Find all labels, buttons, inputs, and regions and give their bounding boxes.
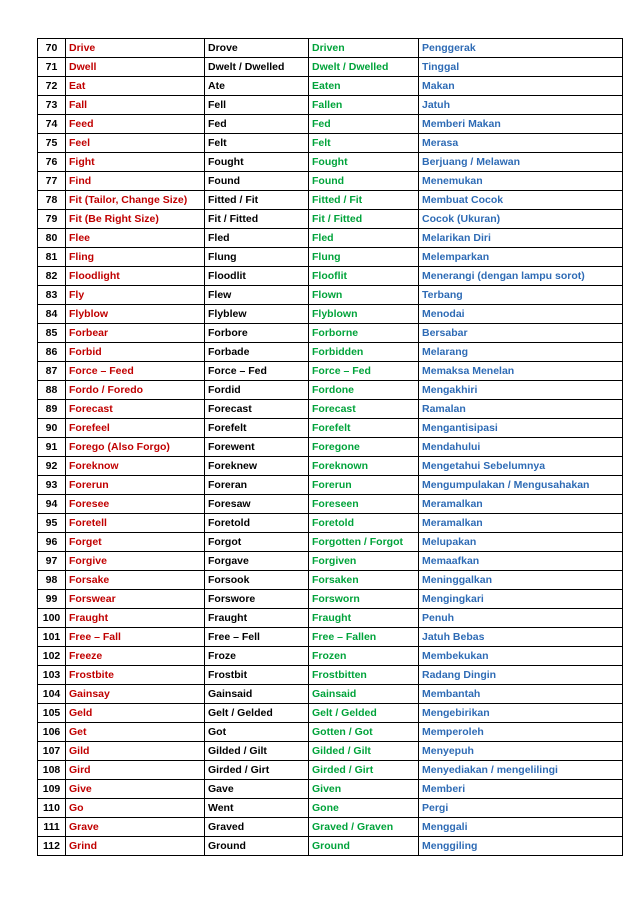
- base-form-cell: Fit (Tailor, Change Size): [66, 191, 205, 210]
- table-row: [38, 305, 623, 324]
- table-row: [38, 286, 623, 305]
- table-row: [38, 267, 623, 286]
- row-number: 93: [38, 476, 66, 495]
- meaning-cell: Mengebirikan: [419, 704, 623, 723]
- past-participle-cell: Flyblown: [309, 305, 419, 324]
- table-row: [38, 115, 623, 134]
- row-number: 109: [38, 780, 66, 799]
- past-participle-cell: Found: [309, 172, 419, 191]
- base-form-cell: Gainsay: [66, 685, 205, 704]
- meaning-cell: Meninggalkan: [419, 571, 623, 590]
- base-form-cell: Gird: [66, 761, 205, 780]
- meaning-cell: Pergi: [419, 799, 623, 818]
- row-number: 77: [38, 172, 66, 191]
- meaning-cell: Menggali: [419, 818, 623, 837]
- base-form-cell: Forgive: [66, 552, 205, 571]
- base-form-cell: Flee: [66, 229, 205, 248]
- base-form-cell: Force – Feed: [66, 362, 205, 381]
- meaning-cell: Merasa: [419, 134, 623, 153]
- table-row: [38, 571, 623, 590]
- past-form-cell: Dwelt / Dwelled: [205, 58, 309, 77]
- past-participle-cell: Gelt / Gelded: [309, 704, 419, 723]
- table-row: [38, 419, 623, 438]
- table-row: [38, 172, 623, 191]
- past-participle-cell: Dwelt / Dwelled: [309, 58, 419, 77]
- row-number: 107: [38, 742, 66, 761]
- table-row: [38, 381, 623, 400]
- meaning-cell: Melupakan: [419, 533, 623, 552]
- past-form-cell: Foresaw: [205, 495, 309, 514]
- row-number: 104: [38, 685, 66, 704]
- table-row: [38, 438, 623, 457]
- past-form-cell: Foretold: [205, 514, 309, 533]
- base-form-cell: Fit (Be Right Size): [66, 210, 205, 229]
- past-form-cell: Force – Fed: [205, 362, 309, 381]
- row-number: 71: [38, 58, 66, 77]
- base-form-cell: Foreknow: [66, 457, 205, 476]
- row-number: 75: [38, 134, 66, 153]
- table-row: [38, 723, 623, 742]
- row-number: 94: [38, 495, 66, 514]
- table-row: [38, 210, 623, 229]
- base-form-cell: Fordo / Foredo: [66, 381, 205, 400]
- table-row: [38, 153, 623, 172]
- past-form-cell: Forbore: [205, 324, 309, 343]
- row-number: 90: [38, 419, 66, 438]
- row-number: 97: [38, 552, 66, 571]
- row-number: 86: [38, 343, 66, 362]
- table-row: [38, 742, 623, 761]
- table-row: [38, 343, 623, 362]
- past-form-cell: Fraught: [205, 609, 309, 628]
- meaning-cell: Memberi Makan: [419, 115, 623, 134]
- past-participle-cell: Gilded / Gilt: [309, 742, 419, 761]
- row-number: 70: [38, 39, 66, 58]
- meaning-cell: Jatuh Bebas: [419, 628, 623, 647]
- row-number: 81: [38, 248, 66, 267]
- meaning-cell: Memberi: [419, 780, 623, 799]
- meaning-cell: Mengantisipasi: [419, 419, 623, 438]
- table-row: [38, 134, 623, 153]
- meaning-cell: Penggerak: [419, 39, 623, 58]
- base-form-cell: Foretell: [66, 514, 205, 533]
- base-form-cell: Fall: [66, 96, 205, 115]
- past-form-cell: Forefelt: [205, 419, 309, 438]
- past-form-cell: Forgave: [205, 552, 309, 571]
- meaning-cell: Tinggal: [419, 58, 623, 77]
- table-row: [38, 628, 623, 647]
- base-form-cell: Forefeel: [66, 419, 205, 438]
- meaning-cell: Cocok (Ukuran): [419, 210, 623, 229]
- past-form-cell: Fell: [205, 96, 309, 115]
- past-form-cell: Gave: [205, 780, 309, 799]
- row-number: 92: [38, 457, 66, 476]
- past-participle-cell: Ground: [309, 837, 419, 856]
- past-participle-cell: Flooflit: [309, 267, 419, 286]
- past-form-cell: Girded / Girt: [205, 761, 309, 780]
- irregular-verbs-table: [37, 38, 623, 856]
- meaning-cell: Radang Dingin: [419, 666, 623, 685]
- meaning-cell: Memaksa Menelan: [419, 362, 623, 381]
- past-form-cell: Froze: [205, 647, 309, 666]
- past-participle-cell: Fit / Fitted: [309, 210, 419, 229]
- base-form-cell: Grind: [66, 837, 205, 856]
- table-row: [38, 324, 623, 343]
- table-row: [38, 495, 623, 514]
- base-form-cell: Frostbite: [66, 666, 205, 685]
- past-form-cell: Drove: [205, 39, 309, 58]
- past-form-cell: Flung: [205, 248, 309, 267]
- past-participle-cell: Gainsaid: [309, 685, 419, 704]
- row-number: 105: [38, 704, 66, 723]
- base-form-cell: Get: [66, 723, 205, 742]
- table-row: [38, 780, 623, 799]
- row-number: 101: [38, 628, 66, 647]
- past-participle-cell: Fitted / Fit: [309, 191, 419, 210]
- row-number: 72: [38, 77, 66, 96]
- past-participle-cell: Free – Fallen: [309, 628, 419, 647]
- table-row: [38, 191, 623, 210]
- meaning-cell: Membantah: [419, 685, 623, 704]
- past-form-cell: Fit / Fitted: [205, 210, 309, 229]
- past-form-cell: Forecast: [205, 400, 309, 419]
- past-participle-cell: Forgotten / Forgot: [309, 533, 419, 552]
- past-participle-cell: Girded / Girt: [309, 761, 419, 780]
- past-form-cell: Found: [205, 172, 309, 191]
- table-row: [38, 229, 623, 248]
- past-form-cell: Gainsaid: [205, 685, 309, 704]
- past-form-cell: Flyblew: [205, 305, 309, 324]
- table-row: [38, 39, 623, 58]
- row-number: 100: [38, 609, 66, 628]
- past-participle-cell: Foreknown: [309, 457, 419, 476]
- meaning-cell: Penuh: [419, 609, 623, 628]
- past-form-cell: Flew: [205, 286, 309, 305]
- table-row: [38, 818, 623, 837]
- row-number: 99: [38, 590, 66, 609]
- past-form-cell: Forsook: [205, 571, 309, 590]
- table-row: [38, 77, 623, 96]
- base-form-cell: Give: [66, 780, 205, 799]
- row-number: 76: [38, 153, 66, 172]
- meaning-cell: Membekukan: [419, 647, 623, 666]
- past-form-cell: Floodlit: [205, 267, 309, 286]
- table-row: [38, 552, 623, 571]
- past-form-cell: Ground: [205, 837, 309, 856]
- base-form-cell: Drive: [66, 39, 205, 58]
- row-number: 112: [38, 837, 66, 856]
- past-participle-cell: Flung: [309, 248, 419, 267]
- past-form-cell: Forbade: [205, 343, 309, 362]
- table-row: [38, 590, 623, 609]
- past-participle-cell: Fallen: [309, 96, 419, 115]
- base-form-cell: Go: [66, 799, 205, 818]
- base-form-cell: Free – Fall: [66, 628, 205, 647]
- past-participle-cell: Foretold: [309, 514, 419, 533]
- base-form-cell: Fling: [66, 248, 205, 267]
- past-participle-cell: Forefelt: [309, 419, 419, 438]
- meaning-cell: Mengumpulakan / Mengusahakan: [419, 476, 623, 495]
- past-participle-cell: Forbidden: [309, 343, 419, 362]
- past-participle-cell: Fed: [309, 115, 419, 134]
- row-number: 83: [38, 286, 66, 305]
- table-row: [38, 837, 623, 856]
- base-form-cell: Forsake: [66, 571, 205, 590]
- base-form-cell: Forswear: [66, 590, 205, 609]
- past-form-cell: Forswore: [205, 590, 309, 609]
- past-participle-cell: Force – Fed: [309, 362, 419, 381]
- past-form-cell: Free – Fell: [205, 628, 309, 647]
- past-form-cell: Graved: [205, 818, 309, 837]
- table-row: [38, 248, 623, 267]
- base-form-cell: Forbid: [66, 343, 205, 362]
- meaning-cell: Menemukan: [419, 172, 623, 191]
- past-participle-cell: Foreseen: [309, 495, 419, 514]
- row-number: 74: [38, 115, 66, 134]
- row-number: 103: [38, 666, 66, 685]
- base-form-cell: Dwell: [66, 58, 205, 77]
- table-row: [38, 514, 623, 533]
- past-form-cell: Frostbit: [205, 666, 309, 685]
- verb-table-body: [38, 39, 623, 856]
- past-participle-cell: Eaten: [309, 77, 419, 96]
- meaning-cell: Memperoleh: [419, 723, 623, 742]
- table-row: [38, 609, 623, 628]
- past-form-cell: Foreran: [205, 476, 309, 495]
- past-participle-cell: Foregone: [309, 438, 419, 457]
- past-form-cell: Went: [205, 799, 309, 818]
- meaning-cell: Bersabar: [419, 324, 623, 343]
- row-number: 85: [38, 324, 66, 343]
- past-participle-cell: Forgiven: [309, 552, 419, 571]
- base-form-cell: Forget: [66, 533, 205, 552]
- row-number: 91: [38, 438, 66, 457]
- past-participle-cell: Gotten / Got: [309, 723, 419, 742]
- past-participle-cell: Driven: [309, 39, 419, 58]
- past-participle-cell: Forsworn: [309, 590, 419, 609]
- base-form-cell: Forbear: [66, 324, 205, 343]
- table-row: [38, 666, 623, 685]
- meaning-cell: Menerangi (dengan lampu sorot): [419, 267, 623, 286]
- base-form-cell: Gild: [66, 742, 205, 761]
- meaning-cell: Membuat Cocok: [419, 191, 623, 210]
- meaning-cell: Menyediakan / mengelilingi: [419, 761, 623, 780]
- table-row: [38, 647, 623, 666]
- base-form-cell: Forerun: [66, 476, 205, 495]
- past-form-cell: Gelt / Gelded: [205, 704, 309, 723]
- meaning-cell: Mengakhiri: [419, 381, 623, 400]
- base-form-cell: Feel: [66, 134, 205, 153]
- past-form-cell: Fought: [205, 153, 309, 172]
- meaning-cell: Mendahului: [419, 438, 623, 457]
- past-form-cell: Fordid: [205, 381, 309, 400]
- meaning-cell: Ramalan: [419, 400, 623, 419]
- past-form-cell: Fled: [205, 229, 309, 248]
- base-form-cell: Fly: [66, 286, 205, 305]
- meaning-cell: Berjuang / Melawan: [419, 153, 623, 172]
- row-number: 106: [38, 723, 66, 742]
- base-form-cell: Eat: [66, 77, 205, 96]
- meaning-cell: Meramalkan: [419, 514, 623, 533]
- meaning-cell: Terbang: [419, 286, 623, 305]
- table-row: [38, 400, 623, 419]
- row-number: 78: [38, 191, 66, 210]
- past-participle-cell: Fought: [309, 153, 419, 172]
- past-form-cell: Forewent: [205, 438, 309, 457]
- base-form-cell: Freeze: [66, 647, 205, 666]
- meaning-cell: Menggiling: [419, 837, 623, 856]
- meaning-cell: Melemparkan: [419, 248, 623, 267]
- meaning-cell: Meramalkan: [419, 495, 623, 514]
- past-participle-cell: Given: [309, 780, 419, 799]
- meaning-cell: Melarang: [419, 343, 623, 362]
- base-form-cell: Flyblow: [66, 305, 205, 324]
- row-number: 73: [38, 96, 66, 115]
- meaning-cell: Melarikan Diri: [419, 229, 623, 248]
- table-row: [38, 799, 623, 818]
- meaning-cell: Makan: [419, 77, 623, 96]
- base-form-cell: Fight: [66, 153, 205, 172]
- row-number: 89: [38, 400, 66, 419]
- past-form-cell: Felt: [205, 134, 309, 153]
- base-form-cell: Forecast: [66, 400, 205, 419]
- table-row: [38, 533, 623, 552]
- table-row: [38, 685, 623, 704]
- past-form-cell: Fitted / Fit: [205, 191, 309, 210]
- row-number: 80: [38, 229, 66, 248]
- past-participle-cell: Fordone: [309, 381, 419, 400]
- table-row: [38, 704, 623, 723]
- past-participle-cell: Forerun: [309, 476, 419, 495]
- row-number: 110: [38, 799, 66, 818]
- past-form-cell: Got: [205, 723, 309, 742]
- row-number: 111: [38, 818, 66, 837]
- base-form-cell: Find: [66, 172, 205, 191]
- past-form-cell: Gilded / Gilt: [205, 742, 309, 761]
- table-row: [38, 476, 623, 495]
- row-number: 84: [38, 305, 66, 324]
- past-participle-cell: Gone: [309, 799, 419, 818]
- table-row: [38, 96, 623, 115]
- table-row: [38, 362, 623, 381]
- past-participle-cell: Forsaken: [309, 571, 419, 590]
- row-number: 79: [38, 210, 66, 229]
- meaning-cell: Mengingkari: [419, 590, 623, 609]
- base-form-cell: Grave: [66, 818, 205, 837]
- past-participle-cell: Frostbitten: [309, 666, 419, 685]
- past-form-cell: Fed: [205, 115, 309, 134]
- row-number: 87: [38, 362, 66, 381]
- row-number: 108: [38, 761, 66, 780]
- row-number: 95: [38, 514, 66, 533]
- past-form-cell: Ate: [205, 77, 309, 96]
- meaning-cell: Mengetahui Sebelumnya: [419, 457, 623, 476]
- meaning-cell: Menodai: [419, 305, 623, 324]
- meaning-cell: Menyepuh: [419, 742, 623, 761]
- base-form-cell: Feed: [66, 115, 205, 134]
- row-number: 98: [38, 571, 66, 590]
- past-participle-cell: Forecast: [309, 400, 419, 419]
- table-row: [38, 457, 623, 476]
- past-form-cell: Foreknew: [205, 457, 309, 476]
- base-form-cell: Fraught: [66, 609, 205, 628]
- past-participle-cell: Fraught: [309, 609, 419, 628]
- row-number: 96: [38, 533, 66, 552]
- base-form-cell: Geld: [66, 704, 205, 723]
- base-form-cell: Foresee: [66, 495, 205, 514]
- base-form-cell: Forego (Also Forgo): [66, 438, 205, 457]
- base-form-cell: Floodlight: [66, 267, 205, 286]
- meaning-cell: Jatuh: [419, 96, 623, 115]
- past-participle-cell: Felt: [309, 134, 419, 153]
- past-participle-cell: Forborne: [309, 324, 419, 343]
- row-number: 102: [38, 647, 66, 666]
- past-form-cell: Forgot: [205, 533, 309, 552]
- table-row: [38, 761, 623, 780]
- table-row: [38, 58, 623, 77]
- row-number: 88: [38, 381, 66, 400]
- past-participle-cell: Fled: [309, 229, 419, 248]
- meaning-cell: Memaafkan: [419, 552, 623, 571]
- past-participle-cell: Frozen: [309, 647, 419, 666]
- past-participle-cell: Graved / Graven: [309, 818, 419, 837]
- row-number: 82: [38, 267, 66, 286]
- past-participle-cell: Flown: [309, 286, 419, 305]
